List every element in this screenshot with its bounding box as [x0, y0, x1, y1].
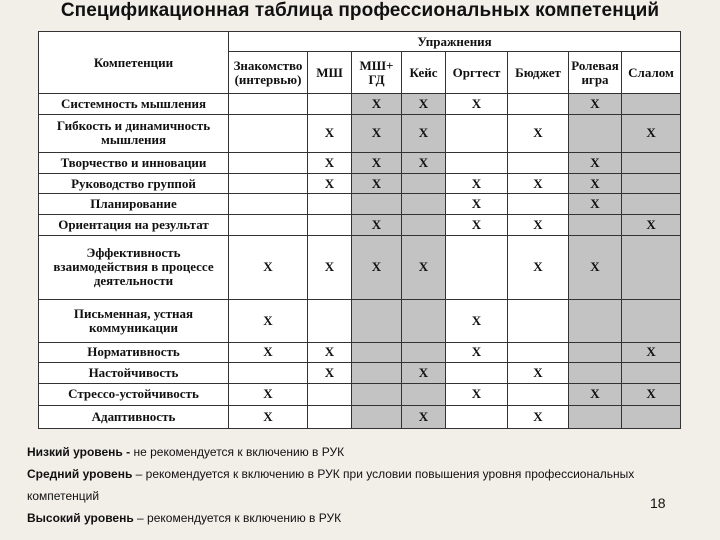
mark-cell: X	[622, 342, 681, 363]
mark-cell	[569, 215, 622, 236]
mark-cell	[402, 194, 446, 215]
mark-cell	[229, 194, 308, 215]
competency-name: Планирование	[39, 194, 229, 215]
table-row	[39, 406, 681, 429]
competency-name: Гибкость и динамичность мышления	[39, 114, 229, 153]
mark-cell: X	[402, 153, 446, 174]
mark-cell: X	[229, 342, 308, 363]
mark-cell	[308, 383, 352, 406]
mark-cell	[508, 300, 569, 342]
competency-name: Творчество и инновации	[39, 153, 229, 174]
slide-title: Спецификационная таблица профессиональных компетенций	[60, 0, 660, 21]
mark-cell	[508, 194, 569, 215]
exercise-column-header: МШ	[308, 52, 352, 94]
mark-cell	[508, 94, 569, 115]
mark-cell	[446, 363, 508, 384]
mark-cell: X	[508, 173, 569, 194]
mark-cell: X	[352, 235, 402, 300]
mark-cell	[508, 383, 569, 406]
competency-name: Ориентация на результат	[39, 215, 229, 236]
mark-cell: X	[402, 363, 446, 384]
mark-cell	[352, 342, 402, 363]
mark-cell	[352, 406, 402, 429]
mark-cell: X	[402, 114, 446, 153]
exercises-header: Упражнения	[229, 32, 681, 52]
mark-cell	[569, 114, 622, 153]
table-row	[39, 363, 681, 384]
mark-cell	[308, 215, 352, 236]
table-row	[39, 235, 681, 300]
legend-high-text: – рекомендуется к включению в РУК	[133, 511, 342, 525]
legend-low-label: Низкий уровень -	[27, 445, 131, 459]
mark-cell: X	[308, 173, 352, 194]
legend-high	[27, 507, 647, 529]
table-row	[39, 194, 681, 215]
mark-cell: X	[569, 153, 622, 174]
mark-cell	[308, 94, 352, 115]
exercise-column-header: Слалом	[622, 52, 681, 94]
mark-cell	[622, 153, 681, 174]
competency-table-wrapper	[38, 31, 680, 429]
mark-cell	[446, 235, 508, 300]
table-row	[39, 94, 681, 115]
exercise-column-header: Знакомство (интервью)	[229, 52, 308, 94]
table-row	[39, 300, 681, 342]
mark-cell: X	[622, 215, 681, 236]
mark-cell: X	[622, 383, 681, 406]
mark-cell: X	[569, 194, 622, 215]
mark-cell: X	[308, 342, 352, 363]
exercise-column-header: Бюджет	[508, 52, 569, 94]
mark-cell	[402, 215, 446, 236]
mark-cell	[622, 235, 681, 300]
mark-cell	[446, 406, 508, 429]
legend-low-text: не рекомендуется к включению в РУК	[130, 445, 345, 459]
competency-name: Нормативность	[39, 342, 229, 363]
competency-name: Системность мышления	[39, 94, 229, 115]
mark-cell	[622, 406, 681, 429]
mark-cell: X	[569, 235, 622, 300]
mark-cell	[229, 173, 308, 194]
page-number: 18	[650, 495, 666, 511]
mark-cell	[229, 363, 308, 384]
mark-cell	[229, 114, 308, 153]
mark-cell	[402, 300, 446, 342]
mark-cell: X	[402, 235, 446, 300]
legend	[27, 441, 647, 529]
mark-cell: X	[446, 300, 508, 342]
mark-cell: X	[229, 300, 308, 342]
table-row	[39, 342, 681, 363]
legend-high-label: Высокий уровень	[27, 511, 134, 525]
mark-cell: X	[508, 406, 569, 429]
mark-cell: X	[229, 383, 308, 406]
table-row	[39, 173, 681, 194]
mark-cell: X	[352, 114, 402, 153]
exercise-column-header: Кейс	[402, 52, 446, 94]
mark-cell: X	[229, 406, 308, 429]
mark-cell	[622, 363, 681, 384]
mark-cell	[508, 342, 569, 363]
mark-cell: X	[508, 215, 569, 236]
mark-cell	[308, 406, 352, 429]
exercise-column-header: Оргтест	[446, 52, 508, 94]
mark-cell: X	[352, 94, 402, 115]
mark-cell: X	[352, 153, 402, 174]
mark-cell: X	[569, 94, 622, 115]
competency-specification-table	[38, 31, 681, 429]
competency-name: Адаптивность	[39, 406, 229, 429]
mark-cell	[622, 94, 681, 115]
mark-cell: X	[308, 235, 352, 300]
exercise-column-header: Ролевая игра	[569, 52, 622, 94]
mark-cell	[352, 383, 402, 406]
mark-cell: X	[308, 114, 352, 153]
exercise-column-header: МШ+ ГД	[352, 52, 402, 94]
mark-cell	[569, 342, 622, 363]
mark-cell	[569, 300, 622, 342]
competency-name: Письменная, устная коммуникации	[39, 300, 229, 342]
mark-cell: X	[402, 94, 446, 115]
mark-cell: X	[308, 153, 352, 174]
mark-cell: X	[352, 215, 402, 236]
mark-cell	[352, 363, 402, 384]
legend-low	[27, 441, 647, 463]
table-row	[39, 114, 681, 153]
legend-mid	[27, 463, 647, 507]
mark-cell	[508, 153, 569, 174]
mark-cell	[622, 194, 681, 215]
mark-cell	[446, 153, 508, 174]
mark-cell	[308, 194, 352, 215]
mark-cell: X	[352, 173, 402, 194]
mark-cell	[229, 153, 308, 174]
table-row	[39, 215, 681, 236]
mark-cell	[569, 363, 622, 384]
mark-cell: X	[446, 215, 508, 236]
competencies-header: Компетенции	[39, 32, 229, 94]
mark-cell: X	[229, 235, 308, 300]
mark-cell: X	[508, 235, 569, 300]
competency-name: Руководство группой	[39, 173, 229, 194]
mark-cell	[622, 173, 681, 194]
mark-cell	[402, 342, 446, 363]
mark-cell: X	[446, 173, 508, 194]
mark-cell	[308, 300, 352, 342]
mark-cell	[402, 383, 446, 406]
mark-cell: X	[569, 383, 622, 406]
mark-cell	[622, 300, 681, 342]
mark-cell	[402, 173, 446, 194]
mark-cell: X	[446, 383, 508, 406]
mark-cell: X	[446, 194, 508, 215]
competency-name: Стрессо-устойчивость	[39, 383, 229, 406]
mark-cell: X	[308, 363, 352, 384]
mark-cell: X	[446, 94, 508, 115]
mark-cell: X	[569, 173, 622, 194]
mark-cell	[229, 215, 308, 236]
mark-cell	[352, 194, 402, 215]
competency-name: Эффективность взаимодействия в процессе деятельности	[39, 235, 229, 300]
mark-cell: X	[622, 114, 681, 153]
mark-cell	[229, 94, 308, 115]
mark-cell: X	[508, 363, 569, 384]
competency-name: Настойчивость	[39, 363, 229, 384]
mark-cell: X	[402, 406, 446, 429]
mark-cell	[569, 406, 622, 429]
table-row	[39, 383, 681, 406]
mark-cell	[352, 300, 402, 342]
table-row	[39, 153, 681, 174]
mark-cell: X	[446, 342, 508, 363]
mark-cell: X	[508, 114, 569, 153]
legend-mid-text: – рекомендуется к включению в РУК при условии повышения уровня профессиональных компетенций	[27, 467, 635, 503]
legend-mid-label: Средний уровень	[27, 467, 133, 481]
mark-cell	[446, 114, 508, 153]
